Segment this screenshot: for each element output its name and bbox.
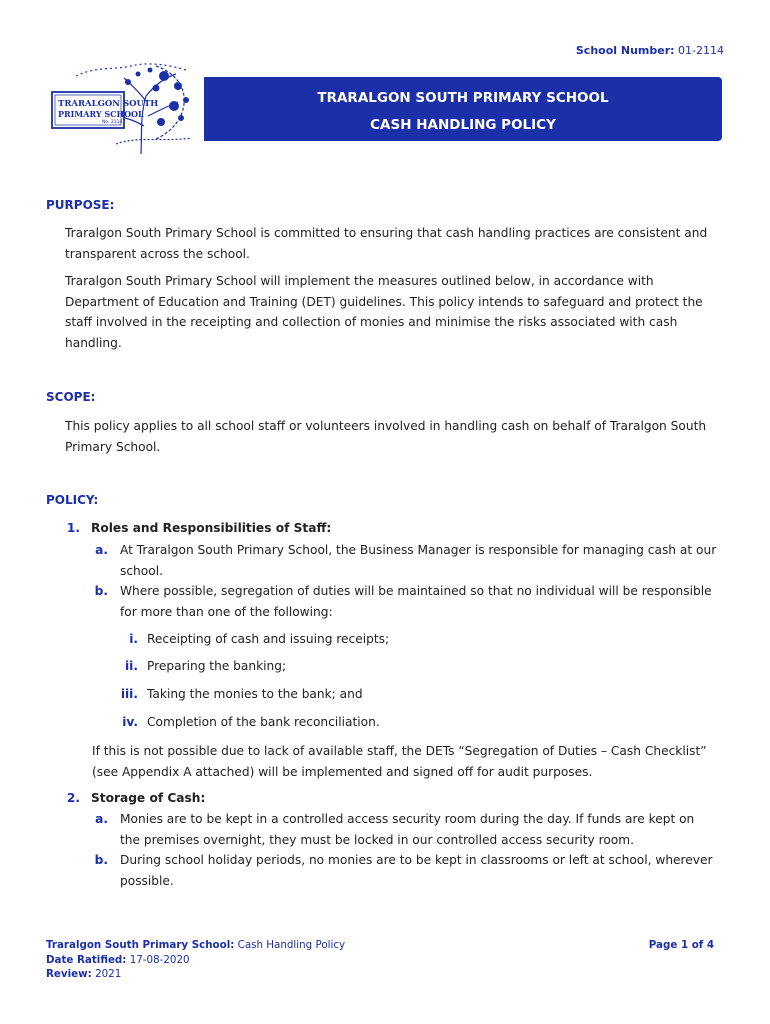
footer-ratified-label: Date Ratified: (46, 954, 127, 966)
footer-review-label: Review: (46, 968, 92, 980)
list-marker: 2. (66, 791, 80, 805)
scope-heading: SCOPE: (46, 390, 96, 404)
text-line: for more than one of the following: (120, 604, 333, 619)
text-line: Where possible, segregation of duties will be maintained so that no individual will be responsible (120, 584, 712, 598)
list-item-1b (92, 581, 723, 622)
segregation-note (92, 741, 723, 782)
purpose-paragraph-2 (65, 271, 723, 353)
list-item-2a (92, 809, 723, 850)
list-item-1a (92, 540, 723, 581)
school-logo (46, 56, 196, 156)
sub-item-text: Taking the monies to the bank; and (147, 687, 363, 701)
list-marker: iii. (120, 687, 138, 701)
sub-item-text: Completion of the bank reconciliation. (147, 715, 380, 729)
list-marker: i. (129, 632, 138, 646)
text-line: staff involved in the receipting and collection of monies and minimise the risks associated with cash (65, 315, 678, 329)
text-line: This policy applies to all school staff or volunteers involved in handling cash on behalf of Traralgon South (65, 419, 707, 433)
section-1-title: Roles and Responsibilities of Staff: (91, 521, 332, 535)
list-marker: ii. (125, 659, 138, 673)
footer-policy (46, 938, 345, 952)
text-line: Monies are to be kept in a controlled access security room during the day. If funds are kept on (120, 812, 695, 826)
footer-review (46, 967, 121, 981)
text-line: (see Appendix A attached) will be implemented and signed off for audit purposes. (92, 764, 593, 779)
text-line: the premises overnight, they must be locked in our controlled access security room. (120, 832, 634, 847)
logo-line-2: PRIMARY SCHOOL (58, 109, 144, 119)
text-line: At Traralgon South Primary School, the Business Manager is responsible for managing cash at our (120, 543, 717, 557)
school-number-label: School Number: (575, 44, 675, 57)
text-line: Traralgon South Primary School is committed to ensuring that cash handling practices are consistent and (65, 226, 708, 240)
text-line: During school holiday periods, no monies are to be kept in classrooms or left at school, wherever (120, 853, 713, 867)
purpose-paragraph-1 (65, 223, 723, 264)
document-title: TRARALGON SOUTH PRIMARY SCHOOL (317, 90, 609, 106)
text-line: school. (120, 563, 163, 578)
scope-paragraph (65, 416, 723, 457)
list-marker: 1. (66, 521, 80, 535)
list-marker: iv. (122, 715, 138, 729)
text-line: Primary School. (65, 439, 161, 454)
sub-item-text: Preparing the banking; (147, 659, 287, 673)
school-number-value: 01-2114 (678, 44, 724, 57)
list-marker: b. (94, 853, 108, 867)
text-line: handling. (65, 335, 122, 350)
policy-heading: POLICY: (46, 493, 99, 507)
list-marker: a. (95, 543, 108, 557)
list-marker: b. (94, 584, 108, 598)
footer-review-value: 2021 (95, 968, 122, 980)
list-marker: a. (95, 812, 108, 826)
logo-number: No. 2114 (102, 120, 123, 125)
section-2-title: Storage of Cash: (91, 791, 206, 805)
text-line: Traralgon South Primary School will implement the measures outlined below, in accordance with (65, 274, 654, 288)
footer-school-label: Traralgon South Primary School: (46, 939, 235, 951)
page-number: Page 1 of 4 (648, 939, 714, 951)
logo-line-1: TRARALGON SOUTH (58, 99, 159, 109)
footer-ratified-value: 17-08-2020 (129, 954, 190, 966)
text-line: possible. (120, 873, 174, 888)
footer-school-value: Cash Handling Policy (237, 939, 346, 951)
footer-date-ratified (46, 953, 190, 967)
text-line: transparent across the school. (65, 246, 250, 261)
document-subtitle: CASH HANDLING POLICY (370, 117, 556, 133)
list-item-2b (92, 850, 723, 891)
sub-item-text: Receipting of cash and issuing receipts; (147, 632, 390, 646)
text-line: If this is not possible due to lack of available staff, the DETs “Segregation of Duties – Cash Checklist” (92, 744, 707, 758)
title-banner (204, 77, 722, 141)
purpose-heading: PURPOSE: (46, 198, 115, 212)
text-line: Department of Education and Training (DET) guidelines. This policy intends to safeguard and protect the (65, 294, 703, 309)
school-number (576, 44, 724, 57)
